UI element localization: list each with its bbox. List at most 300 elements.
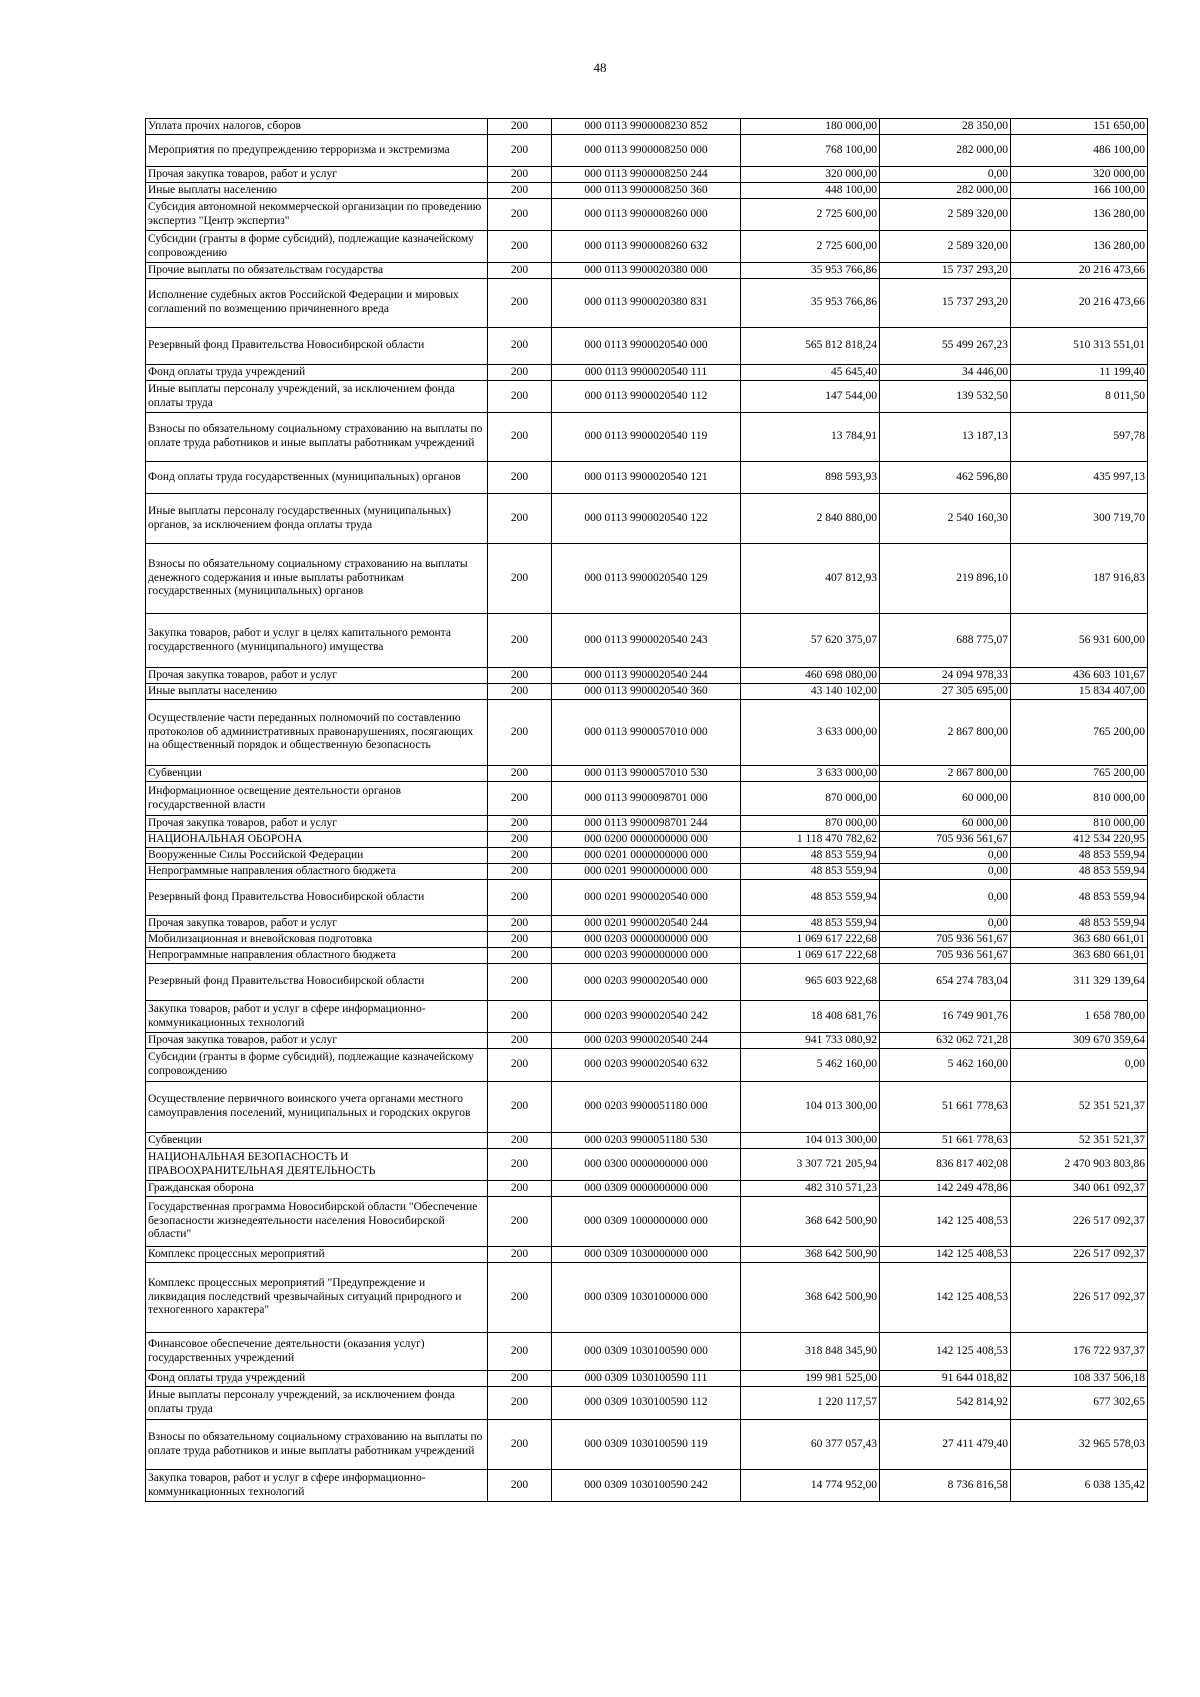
row-code-cell: 200 xyxy=(488,1387,552,1420)
row-budget-code-cell: 000 0203 9900051180 530 xyxy=(552,1133,741,1149)
row-executed-cell: 142 125 408,53 xyxy=(880,1333,1011,1371)
table-row xyxy=(146,1333,1148,1371)
row-approved-cell: 5 462 160,00 xyxy=(741,1049,880,1082)
row-code-cell: 200 xyxy=(488,700,552,766)
row-remainder-cell: 435 997,13 xyxy=(1011,462,1148,494)
table-row xyxy=(146,782,1148,816)
row-name-cell: Фонд оплаты труда государственных (муниципальных) органов xyxy=(146,462,488,494)
row-approved-cell: 3 633 000,00 xyxy=(741,766,880,782)
row-executed-cell: 8 736 816,58 xyxy=(880,1470,1011,1502)
row-executed-cell: 34 446,00 xyxy=(880,365,1011,381)
row-code-cell: 200 xyxy=(488,365,552,381)
row-executed-cell: 462 596,80 xyxy=(880,462,1011,494)
row-name-cell: Комплекс процессных мероприятий xyxy=(146,1247,488,1263)
row-code-cell: 200 xyxy=(488,614,552,668)
row-code-cell: 200 xyxy=(488,279,552,328)
row-name-cell: Комплекс процессных мероприятий "Предупреждение и ликвидация последствий чрезвычайных ситуаций природного и техногенного характера" xyxy=(146,1263,488,1333)
row-budget-code-cell: 000 0113 9900020540 119 xyxy=(552,413,741,462)
row-name-cell: Исполнение судебных актов Российской Федерации и мировых соглашений по возмещению причиненного вреда xyxy=(146,279,488,328)
row-approved-cell: 870 000,00 xyxy=(741,782,880,816)
row-executed-cell: 2 867 800,00 xyxy=(880,766,1011,782)
row-code-cell: 200 xyxy=(488,183,552,199)
row-name-cell: НАЦИОНАЛЬНАЯ ОБОРОНА xyxy=(146,832,488,848)
row-executed-cell: 0,00 xyxy=(880,880,1011,916)
row-executed-cell: 5 462 160,00 xyxy=(880,1049,1011,1082)
row-executed-cell: 51 661 778,63 xyxy=(880,1133,1011,1149)
row-code-cell: 200 xyxy=(488,1181,552,1197)
row-executed-cell: 0,00 xyxy=(880,848,1011,864)
row-code-cell: 200 xyxy=(488,263,552,279)
table-row xyxy=(146,263,1148,279)
row-code-cell: 200 xyxy=(488,462,552,494)
row-executed-cell: 282 000,00 xyxy=(880,135,1011,167)
row-name-cell: Иные выплаты населению xyxy=(146,684,488,700)
row-budget-code-cell: 000 0113 9900020380 000 xyxy=(552,263,741,279)
row-code-cell: 200 xyxy=(488,494,552,544)
row-remainder-cell: 412 534 220,95 xyxy=(1011,832,1148,848)
row-name-cell: Информационное освещение деятельности органов государственной власти xyxy=(146,782,488,816)
table-row xyxy=(146,119,1148,135)
row-code-cell: 200 xyxy=(488,1049,552,1082)
row-budget-code-cell: 000 0309 1030100590 000 xyxy=(552,1333,741,1371)
row-code-cell: 200 xyxy=(488,1033,552,1049)
table-row xyxy=(146,1371,1148,1387)
row-name-cell: Непрограммные направления областного бюджета xyxy=(146,864,488,880)
row-remainder-cell: 810 000,00 xyxy=(1011,782,1148,816)
row-name-cell: Осуществление части переданных полномочий по составлению протоколов об административных правонарушениях, посягающих на общественный порядок и общественную безопасность xyxy=(146,700,488,766)
row-code-cell: 200 xyxy=(488,1001,552,1033)
table-row xyxy=(146,135,1148,167)
row-approved-cell: 460 698 080,00 xyxy=(741,668,880,684)
row-name-cell: Гражданская оборона xyxy=(146,1181,488,1197)
row-budget-code-cell: 000 0113 9900098701 000 xyxy=(552,782,741,816)
row-approved-cell: 448 100,00 xyxy=(741,183,880,199)
row-remainder-cell: 20 216 473,66 xyxy=(1011,279,1148,328)
table-row xyxy=(146,1420,1148,1470)
row-approved-cell: 1 069 617 222,68 xyxy=(741,932,880,948)
row-budget-code-cell: 000 0113 9900020380 831 xyxy=(552,279,741,328)
row-approved-cell: 57 620 375,07 xyxy=(741,614,880,668)
row-code-cell: 200 xyxy=(488,832,552,848)
row-name-cell: НАЦИОНАЛЬНАЯ БЕЗОПАСНОСТЬ И ПРАВООХРАНИТЕЛЬНАЯ ДЕЯТЕЛЬНОСТЬ xyxy=(146,1149,488,1181)
row-executed-cell: 2 867 800,00 xyxy=(880,700,1011,766)
row-remainder-cell: 15 834 407,00 xyxy=(1011,684,1148,700)
row-approved-cell: 48 853 559,94 xyxy=(741,880,880,916)
row-code-cell: 200 xyxy=(488,413,552,462)
row-remainder-cell: 810 000,00 xyxy=(1011,816,1148,832)
row-approved-cell: 48 853 559,94 xyxy=(741,848,880,864)
table-row xyxy=(146,1197,1148,1247)
row-name-cell: Фонд оплаты труда учреждений xyxy=(146,1371,488,1387)
row-remainder-cell: 48 853 559,94 xyxy=(1011,848,1148,864)
row-approved-cell: 1 118 470 782,62 xyxy=(741,832,880,848)
row-budget-code-cell: 000 0113 9900020540 000 xyxy=(552,328,741,365)
row-budget-code-cell: 000 0309 1030000000 000 xyxy=(552,1247,741,1263)
table-row xyxy=(146,766,1148,782)
row-remainder-cell: 11 199,40 xyxy=(1011,365,1148,381)
row-name-cell: Иные выплаты персоналу учреждений, за исключением фонда оплаты труда xyxy=(146,1387,488,1420)
row-budget-code-cell: 000 0113 9900057010 000 xyxy=(552,700,741,766)
row-budget-code-cell: 000 0203 9900051180 000 xyxy=(552,1082,741,1133)
row-remainder-cell: 510 313 551,01 xyxy=(1011,328,1148,365)
row-budget-code-cell: 000 0309 1030100000 000 xyxy=(552,1263,741,1333)
row-approved-cell: 2 840 880,00 xyxy=(741,494,880,544)
row-name-cell: Прочая закупка товаров, работ и услуг xyxy=(146,816,488,832)
row-code-cell: 200 xyxy=(488,766,552,782)
row-budget-code-cell: 000 0203 0000000000 000 xyxy=(552,932,741,948)
row-remainder-cell: 1 658 780,00 xyxy=(1011,1001,1148,1033)
row-budget-code-cell: 000 0113 9900020540 244 xyxy=(552,668,741,684)
table-row xyxy=(146,199,1148,231)
row-executed-cell: 705 936 561,67 xyxy=(880,932,1011,948)
row-budget-code-cell: 000 0203 9900000000 000 xyxy=(552,948,741,964)
row-approved-cell: 941 733 080,92 xyxy=(741,1033,880,1049)
row-remainder-cell: 176 722 937,37 xyxy=(1011,1333,1148,1371)
row-name-cell: Прочая закупка товаров, работ и услуг xyxy=(146,167,488,183)
row-name-cell: Взносы по обязательному социальному страхованию на выплаты по оплате труда работников и иные выплаты работникам учреждений xyxy=(146,1420,488,1470)
row-executed-cell: 836 817 402,08 xyxy=(880,1149,1011,1181)
table-row xyxy=(146,462,1148,494)
row-approved-cell: 35 953 766,86 xyxy=(741,263,880,279)
row-name-cell: Иные выплаты населению xyxy=(146,183,488,199)
row-code-cell: 200 xyxy=(488,1197,552,1247)
row-code-cell: 200 xyxy=(488,1470,552,1502)
table-row xyxy=(146,365,1148,381)
row-name-cell: Осуществление первичного воинского учета органами местного самоуправления поселений, муниципальных и городских округов xyxy=(146,1082,488,1133)
row-code-cell: 200 xyxy=(488,684,552,700)
row-remainder-cell: 677 302,65 xyxy=(1011,1387,1148,1420)
table-row xyxy=(146,816,1148,832)
row-remainder-cell: 48 853 559,94 xyxy=(1011,916,1148,932)
table-row xyxy=(146,1133,1148,1149)
table-row xyxy=(146,848,1148,864)
row-code-cell: 200 xyxy=(488,167,552,183)
row-name-cell: Государственная программа Новосибирской области "Обеспечение безопасности жизнедеятельности населения Новосибирской области" xyxy=(146,1197,488,1247)
row-executed-cell: 28 350,00 xyxy=(880,119,1011,135)
table-row xyxy=(146,1263,1148,1333)
row-budget-code-cell: 000 0113 9900020540 243 xyxy=(552,614,741,668)
row-code-cell: 200 xyxy=(488,1371,552,1387)
row-approved-cell: 870 000,00 xyxy=(741,816,880,832)
table-row xyxy=(146,614,1148,668)
row-approved-cell: 1 069 617 222,68 xyxy=(741,948,880,964)
row-remainder-cell: 226 517 092,37 xyxy=(1011,1263,1148,1333)
row-code-cell: 200 xyxy=(488,1263,552,1333)
row-budget-code-cell: 000 0113 9900008250 000 xyxy=(552,135,741,167)
row-remainder-cell: 20 216 473,66 xyxy=(1011,263,1148,279)
row-name-cell: Взносы по обязательному социальному страхованию на выплаты по оплате труда работников и иные выплаты работникам учреждений xyxy=(146,413,488,462)
row-code-cell: 200 xyxy=(488,328,552,365)
table-row xyxy=(146,964,1148,1001)
row-budget-code-cell: 000 0113 9900008260 000 xyxy=(552,199,741,231)
row-approved-cell: 13 784,91 xyxy=(741,413,880,462)
row-executed-cell: 705 936 561,67 xyxy=(880,832,1011,848)
row-code-cell: 200 xyxy=(488,1149,552,1181)
row-remainder-cell: 2 470 903 803,86 xyxy=(1011,1149,1148,1181)
row-budget-code-cell: 000 0113 9900020540 111 xyxy=(552,365,741,381)
row-remainder-cell: 48 853 559,94 xyxy=(1011,880,1148,916)
row-name-cell: Резервный фонд Правительства Новосибирской области xyxy=(146,328,488,365)
row-remainder-cell: 56 931 600,00 xyxy=(1011,614,1148,668)
table-row xyxy=(146,1181,1148,1197)
row-budget-code-cell: 000 0201 9900020540 000 xyxy=(552,880,741,916)
row-remainder-cell: 0,00 xyxy=(1011,1049,1148,1082)
row-budget-code-cell: 000 0113 9900020540 112 xyxy=(552,381,741,413)
row-remainder-cell: 436 603 101,67 xyxy=(1011,668,1148,684)
row-remainder-cell: 765 200,00 xyxy=(1011,700,1148,766)
row-executed-cell: 142 125 408,53 xyxy=(880,1247,1011,1263)
row-code-cell: 200 xyxy=(488,932,552,948)
row-name-cell: Непрограммные направления областного бюджета xyxy=(146,948,488,964)
table-row xyxy=(146,668,1148,684)
row-executed-cell: 2 540 160,30 xyxy=(880,494,1011,544)
row-budget-code-cell: 000 0309 1000000000 000 xyxy=(552,1197,741,1247)
row-name-cell: Фонд оплаты труда учреждений xyxy=(146,365,488,381)
row-remainder-cell: 6 038 135,42 xyxy=(1011,1470,1148,1502)
row-approved-cell: 48 853 559,94 xyxy=(741,864,880,880)
row-executed-cell: 219 896,10 xyxy=(880,544,1011,614)
row-code-cell: 200 xyxy=(488,231,552,263)
table-row xyxy=(146,880,1148,916)
row-remainder-cell: 151 650,00 xyxy=(1011,119,1148,135)
row-remainder-cell: 8 011,50 xyxy=(1011,381,1148,413)
row-code-cell: 200 xyxy=(488,119,552,135)
row-remainder-cell: 363 680 661,01 xyxy=(1011,948,1148,964)
page-number: 48 xyxy=(593,60,607,75)
row-budget-code-cell: 000 0113 9900020540 121 xyxy=(552,462,741,494)
row-executed-cell: 0,00 xyxy=(880,167,1011,183)
row-executed-cell: 142 125 408,53 xyxy=(880,1263,1011,1333)
table-row xyxy=(146,916,1148,932)
row-name-cell: Субвенции xyxy=(146,1133,488,1149)
row-code-cell: 200 xyxy=(488,544,552,614)
row-code-cell: 200 xyxy=(488,964,552,1001)
row-approved-cell: 368 642 500,90 xyxy=(741,1197,880,1247)
row-approved-cell: 368 642 500,90 xyxy=(741,1263,880,1333)
table-row xyxy=(146,948,1148,964)
row-remainder-cell: 52 351 521,37 xyxy=(1011,1133,1148,1149)
row-approved-cell: 565 812 818,24 xyxy=(741,328,880,365)
row-approved-cell: 318 848 345,90 xyxy=(741,1333,880,1371)
row-executed-cell: 91 644 018,82 xyxy=(880,1371,1011,1387)
row-name-cell: Резервный фонд Правительства Новосибирской области xyxy=(146,880,488,916)
row-budget-code-cell: 000 0113 9900008260 632 xyxy=(552,231,741,263)
row-approved-cell: 3 307 721 205,94 xyxy=(741,1149,880,1181)
row-approved-cell: 1 220 117,57 xyxy=(741,1387,880,1420)
row-budget-code-cell: 000 0203 9900020540 244 xyxy=(552,1033,741,1049)
row-budget-code-cell: 000 0201 0000000000 000 xyxy=(552,848,741,864)
row-remainder-cell: 32 965 578,03 xyxy=(1011,1420,1148,1470)
row-name-cell: Прочая закупка товаров, работ и услуг xyxy=(146,916,488,932)
row-budget-code-cell: 000 0309 1030100590 111 xyxy=(552,1371,741,1387)
row-approved-cell: 320 000,00 xyxy=(741,167,880,183)
row-approved-cell: 104 013 300,00 xyxy=(741,1133,880,1149)
row-executed-cell: 15 737 293,20 xyxy=(880,279,1011,328)
row-executed-cell: 632 062 721,28 xyxy=(880,1033,1011,1049)
row-code-cell: 200 xyxy=(488,848,552,864)
row-code-cell: 200 xyxy=(488,1133,552,1149)
row-remainder-cell: 486 100,00 xyxy=(1011,135,1148,167)
row-budget-code-cell: 000 0113 9900008230 852 xyxy=(552,119,741,135)
row-executed-cell: 142 125 408,53 xyxy=(880,1197,1011,1247)
row-budget-code-cell: 000 0113 9900020540 129 xyxy=(552,544,741,614)
row-executed-cell: 27 411 479,40 xyxy=(880,1420,1011,1470)
row-remainder-cell: 226 517 092,37 xyxy=(1011,1197,1148,1247)
row-remainder-cell: 136 280,00 xyxy=(1011,231,1148,263)
row-name-cell: Уплата прочих налогов, сборов xyxy=(146,119,488,135)
row-budget-code-cell: 000 0309 1030100590 112 xyxy=(552,1387,741,1420)
row-name-cell: Прочая закупка товаров, работ и услуг xyxy=(146,1033,488,1049)
row-remainder-cell: 136 280,00 xyxy=(1011,199,1148,231)
row-executed-cell: 282 000,00 xyxy=(880,183,1011,199)
row-name-cell: Субсидия автономной некоммерческой организации по проведению экспертиз "Центр экспертиз" xyxy=(146,199,488,231)
row-remainder-cell: 597,78 xyxy=(1011,413,1148,462)
row-approved-cell: 104 013 300,00 xyxy=(741,1082,880,1133)
row-executed-cell: 0,00 xyxy=(880,916,1011,932)
row-approved-cell: 2 725 600,00 xyxy=(741,231,880,263)
table-row xyxy=(146,167,1148,183)
row-name-cell: Вооруженные Силы Российской Федерации xyxy=(146,848,488,864)
table-row xyxy=(146,1001,1148,1033)
row-budget-code-cell: 000 0203 9900020540 000 xyxy=(552,964,741,1001)
table-row xyxy=(146,832,1148,848)
row-executed-cell: 15 737 293,20 xyxy=(880,263,1011,279)
row-approved-cell: 45 645,40 xyxy=(741,365,880,381)
table-row xyxy=(146,684,1148,700)
row-name-cell: Иные выплаты персоналу государственных (муниципальных) органов, за исключением фонда оплаты труда xyxy=(146,494,488,544)
row-executed-cell: 2 589 320,00 xyxy=(880,199,1011,231)
table-row xyxy=(146,183,1148,199)
table-row xyxy=(146,1149,1148,1181)
row-executed-cell: 142 249 478,86 xyxy=(880,1181,1011,1197)
row-approved-cell: 407 812,93 xyxy=(741,544,880,614)
row-executed-cell: 705 936 561,67 xyxy=(880,948,1011,964)
row-approved-cell: 199 981 525,00 xyxy=(741,1371,880,1387)
row-executed-cell: 542 814,92 xyxy=(880,1387,1011,1420)
table-row xyxy=(146,1082,1148,1133)
row-code-cell: 200 xyxy=(488,199,552,231)
table-row xyxy=(146,1049,1148,1082)
row-approved-cell: 368 642 500,90 xyxy=(741,1247,880,1263)
row-code-cell: 200 xyxy=(488,668,552,684)
table-row xyxy=(146,494,1148,544)
row-approved-cell: 43 140 102,00 xyxy=(741,684,880,700)
row-name-cell: Взносы по обязательному социальному страхованию на выплаты денежного содержания и иные выплаты работникам государственных (муниципальных) органов xyxy=(146,544,488,614)
row-remainder-cell: 187 916,83 xyxy=(1011,544,1148,614)
row-approved-cell: 14 774 952,00 xyxy=(741,1470,880,1502)
row-budget-code-cell: 000 0113 9900020540 122 xyxy=(552,494,741,544)
row-name-cell: Закупка товаров, работ и услуг в целях капитального ремонта государственного (муниципального) имущества xyxy=(146,614,488,668)
table-row xyxy=(146,279,1148,328)
table-row xyxy=(146,413,1148,462)
row-approved-cell: 180 000,00 xyxy=(741,119,880,135)
row-remainder-cell: 300 719,70 xyxy=(1011,494,1148,544)
row-executed-cell: 24 094 978,33 xyxy=(880,668,1011,684)
row-approved-cell: 48 853 559,94 xyxy=(741,916,880,932)
row-approved-cell: 3 633 000,00 xyxy=(741,700,880,766)
table-row xyxy=(146,381,1148,413)
row-approved-cell: 965 603 922,68 xyxy=(741,964,880,1001)
row-name-cell: Прочая закупка товаров, работ и услуг xyxy=(146,668,488,684)
row-budget-code-cell: 000 0200 0000000000 000 xyxy=(552,832,741,848)
row-budget-code-cell: 000 0113 9900020540 360 xyxy=(552,684,741,700)
row-name-cell: Субсидии (гранты в форме субсидий), подлежащие казначейскому сопровождению xyxy=(146,231,488,263)
row-name-cell: Прочие выплаты по обязательствам государства xyxy=(146,263,488,279)
row-remainder-cell: 320 000,00 xyxy=(1011,167,1148,183)
row-budget-code-cell: 000 0203 9900020540 242 xyxy=(552,1001,741,1033)
row-name-cell: Закупка товаров, работ и услуг в сфере информационно-коммуникационных технологий xyxy=(146,1001,488,1033)
row-budget-code-cell: 000 0203 9900020540 632 xyxy=(552,1049,741,1082)
row-executed-cell: 60 000,00 xyxy=(880,782,1011,816)
table-body xyxy=(146,119,1148,1502)
row-budget-code-cell: 000 0300 0000000000 000 xyxy=(552,1149,741,1181)
row-remainder-cell: 765 200,00 xyxy=(1011,766,1148,782)
row-budget-code-cell: 000 0201 9900020540 244 xyxy=(552,916,741,932)
row-code-cell: 200 xyxy=(488,816,552,832)
row-executed-cell: 654 274 783,04 xyxy=(880,964,1011,1001)
row-code-cell: 200 xyxy=(488,864,552,880)
row-remainder-cell: 48 853 559,94 xyxy=(1011,864,1148,880)
row-budget-code-cell: 000 0201 9900000000 000 xyxy=(552,864,741,880)
row-executed-cell: 688 775,07 xyxy=(880,614,1011,668)
row-name-cell: Субвенции xyxy=(146,766,488,782)
row-code-cell: 200 xyxy=(488,135,552,167)
row-code-cell: 200 xyxy=(488,1247,552,1263)
table-row xyxy=(146,932,1148,948)
row-name-cell: Иные выплаты персоналу учреждений, за исключением фонда оплаты труда xyxy=(146,381,488,413)
budget-table xyxy=(145,118,1148,1502)
row-executed-cell: 27 305 695,00 xyxy=(880,684,1011,700)
row-budget-code-cell: 000 0113 9900008250 360 xyxy=(552,183,741,199)
row-remainder-cell: 340 061 092,37 xyxy=(1011,1181,1148,1197)
row-approved-cell: 482 310 571,23 xyxy=(741,1181,880,1197)
row-approved-cell: 35 953 766,86 xyxy=(741,279,880,328)
row-name-cell: Резервный фонд Правительства Новосибирской области xyxy=(146,964,488,1001)
row-name-cell: Финансовое обеспечение деятельности (оказания услуг) государственных учреждений xyxy=(146,1333,488,1371)
row-remainder-cell: 226 517 092,37 xyxy=(1011,1247,1148,1263)
row-name-cell: Мобилизационная и вневойсковая подготовка xyxy=(146,932,488,948)
row-executed-cell: 2 589 320,00 xyxy=(880,231,1011,263)
row-code-cell: 200 xyxy=(488,948,552,964)
row-approved-cell: 898 593,93 xyxy=(741,462,880,494)
table-row xyxy=(146,1033,1148,1049)
row-approved-cell: 768 100,00 xyxy=(741,135,880,167)
row-remainder-cell: 108 337 506,18 xyxy=(1011,1371,1148,1387)
row-code-cell: 200 xyxy=(488,1333,552,1371)
row-executed-cell: 139 532,50 xyxy=(880,381,1011,413)
row-remainder-cell: 166 100,00 xyxy=(1011,183,1148,199)
row-remainder-cell: 311 329 139,64 xyxy=(1011,964,1148,1001)
row-budget-code-cell: 000 0309 0000000000 000 xyxy=(552,1181,741,1197)
table-row xyxy=(146,864,1148,880)
table-row xyxy=(146,1470,1148,1502)
row-executed-cell: 51 661 778,63 xyxy=(880,1082,1011,1133)
row-code-cell: 200 xyxy=(488,880,552,916)
row-executed-cell: 16 749 901,76 xyxy=(880,1001,1011,1033)
table-row xyxy=(146,328,1148,365)
row-executed-cell: 0,00 xyxy=(880,864,1011,880)
row-code-cell: 200 xyxy=(488,381,552,413)
row-executed-cell: 60 000,00 xyxy=(880,816,1011,832)
row-budget-code-cell: 000 0113 9900057010 530 xyxy=(552,766,741,782)
row-name-cell: Мероприятия по предупреждению терроризма и экстремизма xyxy=(146,135,488,167)
row-executed-cell: 55 499 267,23 xyxy=(880,328,1011,365)
row-code-cell: 200 xyxy=(488,916,552,932)
row-budget-code-cell: 000 0309 1030100590 119 xyxy=(552,1420,741,1470)
row-remainder-cell: 363 680 661,01 xyxy=(1011,932,1148,948)
row-budget-code-cell: 000 0113 9900008250 244 xyxy=(552,167,741,183)
table-row xyxy=(146,1387,1148,1420)
